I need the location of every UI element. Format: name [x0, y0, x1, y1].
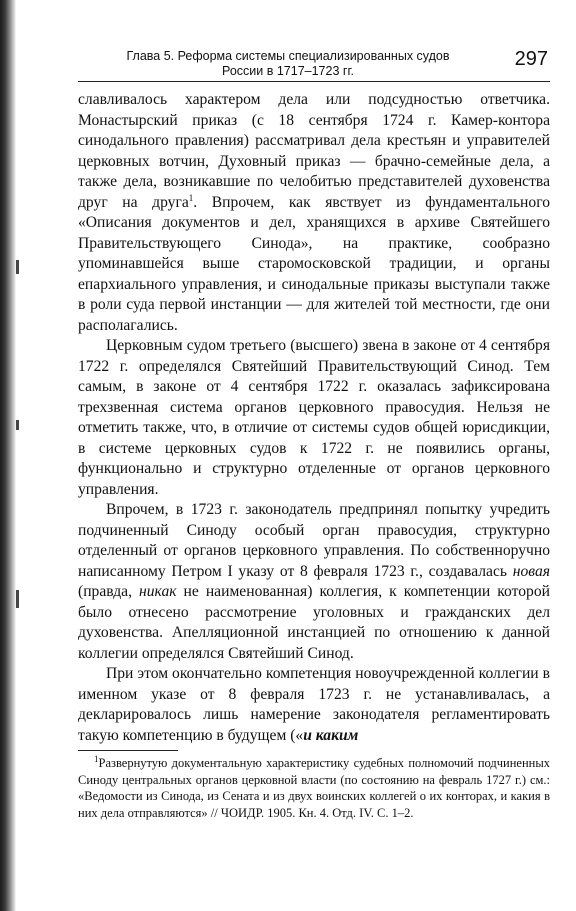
book-spine-shadow — [0, 0, 16, 911]
paragraph-1-text: славливалось характером дела или подсудностью ответчика. Монастырский приказ (с 18 сентября 1724 г. Камер-контора синодального правления) рассматривал дела крестьян и управителей церковных вотчин, Духовный приказ — брачно-семейные дела, а также дела, возникавшие по челобитью представителей духовенства друг на друга — [78, 91, 550, 211]
footnote-text: Развернутую документальную характеристику судебных полномочий подчиненных Синоду центральных органов церковной власти (по состоянию на февраль 1727 г.) см.: «Ведомости из Синода, из Сената и из двух воинских коллегей о их конторах, и какия в них дела отправляются» // ЧОИДР. 1905. Кн. 4. Отд. IV. С. 1–2. — [78, 756, 550, 820]
footnote — [78, 755, 550, 821]
paragraph-3-c: не наименованная) коллегия, к компетенции которой было отнесено рассмотрение уголовных и гражданских дел духовенства. Апелляционной инстанцией по отношению к данной коллегии определялся Святейший Синод. — [78, 583, 550, 662]
paragraph-4-a: При этом окончательно компетенция новоучрежденной коллегии в именном указе от 8 февраля 1723 г. не устанавливалась, а декларировалось лишь намерение законодателя регламентировать такую компетенцию в будущем (« — [78, 665, 550, 744]
running-header — [78, 47, 550, 85]
paragraph-3-a: Впрочем, в 1723 г. законодатель предпринял попытку учредить подчиненный Синоду особый орган правосудия, структурно отделенный от органов церковного управления. По собственноручно написанному Петром I указу от 8 февраля 1723 г., создавалась — [78, 501, 550, 580]
scan-artifact — [16, 590, 19, 608]
footnote-rule — [78, 750, 178, 751]
footnote-marker: 1 — [94, 753, 99, 764]
scan-artifact — [16, 420, 19, 430]
main-text — [78, 90, 550, 746]
footnote-1 — [78, 755, 550, 821]
paragraph-3-b: (правда, — [78, 583, 139, 600]
paragraph-3 — [78, 500, 550, 664]
footnote-ref: 1 — [188, 192, 194, 203]
page-number: 297 — [514, 48, 548, 70]
paragraph-1 — [78, 90, 550, 336]
header-rule — [78, 81, 550, 82]
paragraph-1-tail: . Впрочем, как явствует из фундаментального «Описания документов и дел, хранящихся в архиве Святейшего Правительствующего Синода», на практике, сообразно упоминавшейся выше старомосковской традиции, и органы епархиального управления, и синодальные приказы выступали также в роли суда первой инстанции — для жителей той местности, где они располагались. — [78, 193, 550, 334]
emphasis-i-kakim: и каким — [303, 726, 359, 744]
paragraph-4 — [78, 664, 550, 746]
scan-artifact — [16, 260, 19, 274]
emphasis-nikak: никак — [139, 583, 177, 600]
paragraph-2: Церковным судом третьего (высшего) звена в законе от 4 сентября 1722 г. определялся Святейший Правительствующий Синод. Тем самым, в законе от 4 сентября 1722 г. оказалась зафиксирована трехзвенная система органов церковного правосудия. Нельзя не отметить также, что, в отличие от системы судов общей юрисдикции, в системе церковных судов к 1722 г. не появились органы, функционально и структурно отделенные от органов церковного управления. — [78, 337, 550, 498]
running-title: Глава 5. Реформа системы специализированных судов России в 1717–1723 гг. — [126, 49, 450, 78]
emphasis-novaya: новая — [512, 562, 550, 580]
